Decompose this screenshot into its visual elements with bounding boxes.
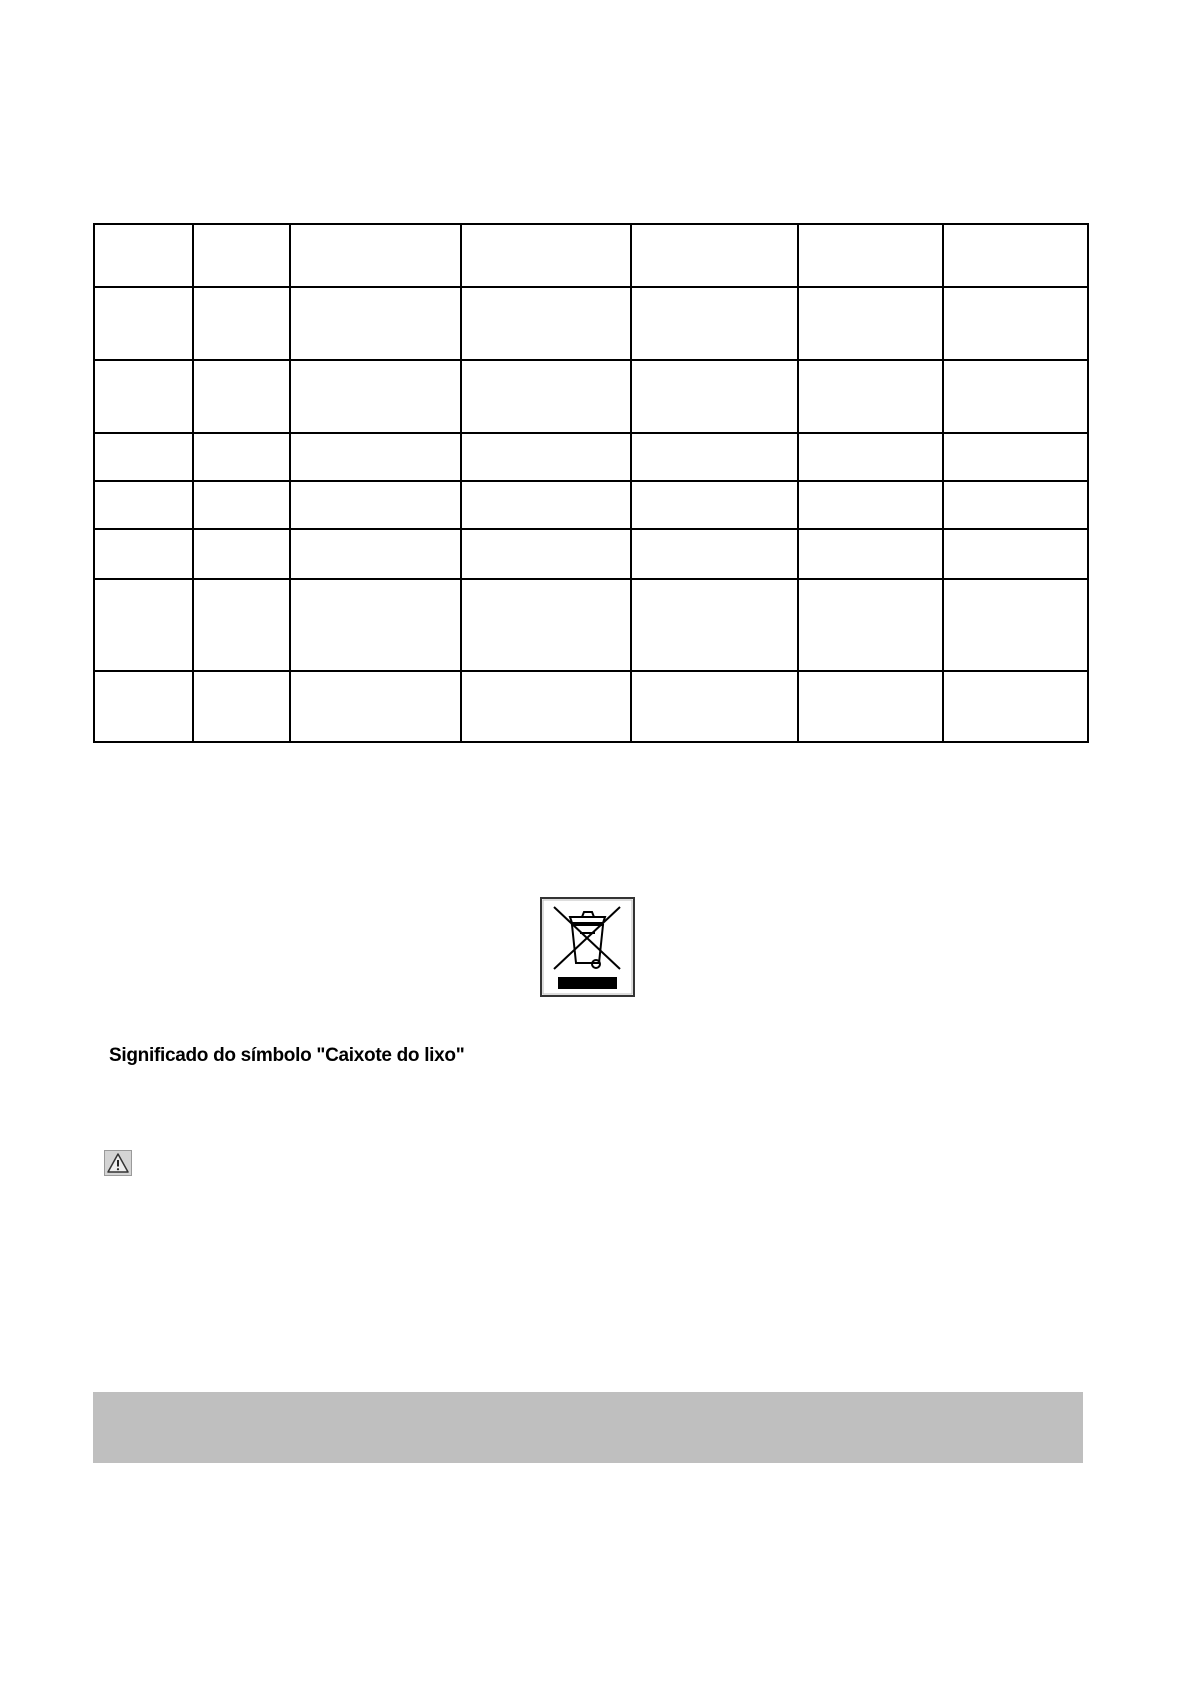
table-cell — [193, 224, 290, 287]
table-cell — [631, 287, 798, 360]
table-cell — [94, 671, 193, 742]
table-cell — [94, 529, 193, 579]
table-cell — [461, 671, 631, 742]
table-cell — [631, 671, 798, 742]
table-cell — [290, 579, 461, 671]
table-cell — [461, 287, 631, 360]
table-cell — [798, 433, 943, 481]
crossed-out-wheelie-bin-icon — [540, 897, 635, 997]
table-cell — [461, 224, 631, 287]
table-cell — [193, 529, 290, 579]
table-cell — [290, 360, 461, 433]
table-cell — [798, 481, 943, 529]
table-cell — [461, 529, 631, 579]
table-cell — [193, 433, 290, 481]
table-cell — [798, 579, 943, 671]
table-cell — [798, 529, 943, 579]
table-row — [94, 224, 1088, 287]
table-cell — [290, 671, 461, 742]
table-cell — [193, 671, 290, 742]
table-cell — [193, 481, 290, 529]
table-cell — [290, 529, 461, 579]
table-cell — [94, 224, 193, 287]
table-cell — [943, 671, 1088, 742]
table-row — [94, 287, 1088, 360]
table-cell — [631, 481, 798, 529]
table-cell — [943, 287, 1088, 360]
disposal-heading: Significado do símbolo "Caixote do lixo" — [109, 1045, 465, 1066]
table-cell — [631, 529, 798, 579]
table-cell — [193, 287, 290, 360]
table-row — [94, 481, 1088, 529]
table-cell — [943, 433, 1088, 481]
table-row — [94, 433, 1088, 481]
warning-triangle-icon — [104, 1150, 132, 1176]
table-cell — [461, 433, 631, 481]
data-table — [93, 223, 1089, 743]
table-cell — [94, 481, 193, 529]
table-cell — [290, 224, 461, 287]
table-cell — [943, 224, 1088, 287]
table-cell — [631, 360, 798, 433]
gray-band — [93, 1392, 1083, 1463]
table-cell — [631, 579, 798, 671]
table-cell — [94, 433, 193, 481]
table-cell — [193, 579, 290, 671]
table-cell — [94, 579, 193, 671]
table-cell — [798, 287, 943, 360]
table-cell — [943, 579, 1088, 671]
table-row — [94, 360, 1088, 433]
table-cell — [631, 433, 798, 481]
table-cell — [943, 360, 1088, 433]
table-body — [94, 224, 1088, 742]
table-row — [94, 671, 1088, 742]
table-cell — [94, 287, 193, 360]
table-cell — [798, 224, 943, 287]
table-cell — [798, 671, 943, 742]
table-cell — [290, 433, 461, 481]
table-cell — [461, 360, 631, 433]
table-row — [94, 579, 1088, 671]
table-cell — [193, 360, 290, 433]
table-cell — [94, 360, 193, 433]
table-cell — [290, 287, 461, 360]
table-cell — [631, 224, 798, 287]
table-cell — [943, 529, 1088, 579]
table-cell — [461, 481, 631, 529]
table-row — [94, 529, 1088, 579]
table-cell — [943, 481, 1088, 529]
table-cell — [290, 481, 461, 529]
table-cell — [798, 360, 943, 433]
table-cell — [461, 579, 631, 671]
